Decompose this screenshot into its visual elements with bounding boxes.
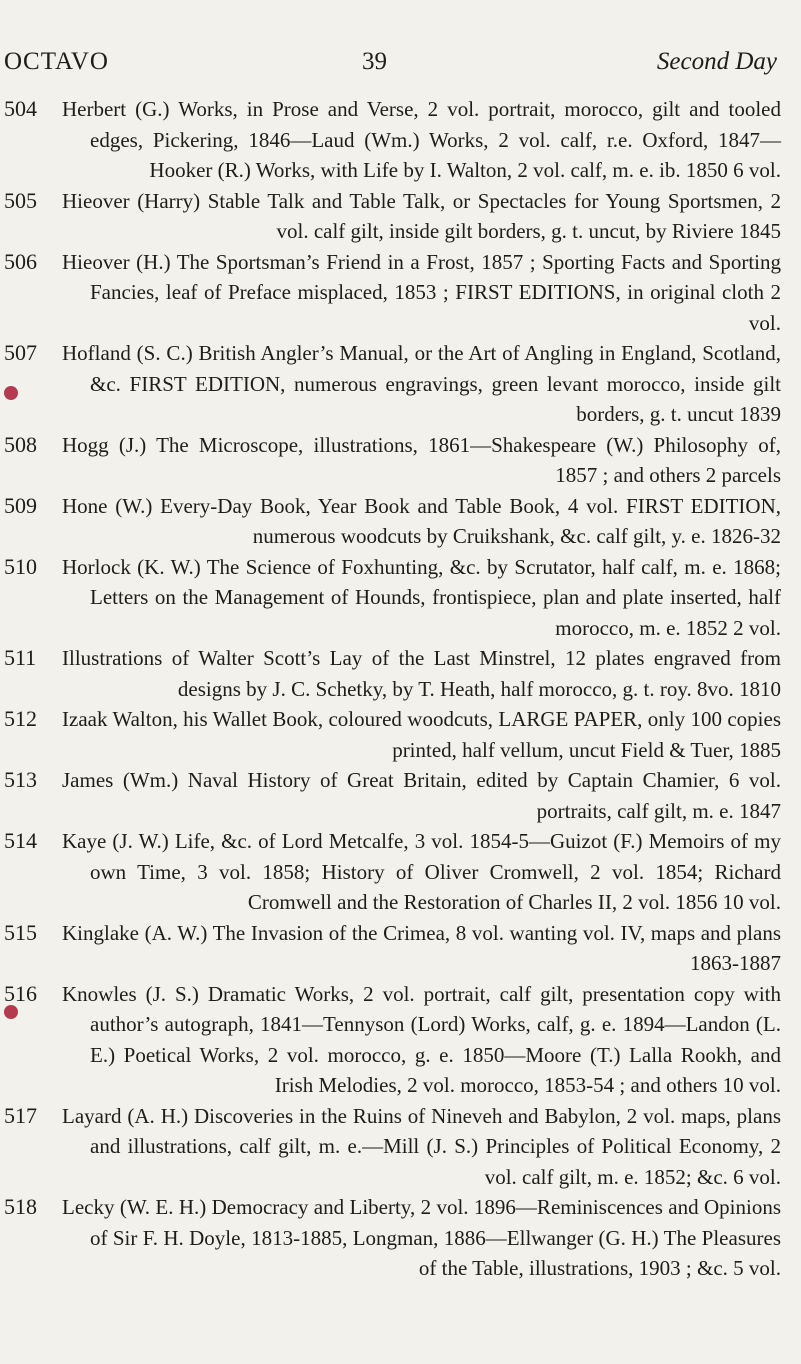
lot-description: Hofland (S. C.) British Angler’s Manual, or the Art of Angling in England, Scotland, &c. FIRST EDITION, numerous engravings, green levant morocco, inside gilt borders, g. t. uncut 1839 — [62, 341, 781, 426]
lot-description: Izaak Walton, his Wallet Book, coloured woodcuts, LARGE PAPER, only 100 copies printed, half vellum, uncut Field & Tuer, 1885 — [62, 707, 781, 762]
lot-entry — [0, 430, 801, 491]
lot-entry — [0, 186, 801, 247]
lot-number: 505 — [4, 187, 37, 213]
lot-entry — [0, 247, 801, 339]
lot-number: 512 — [4, 706, 37, 731]
lot-description: Lecky (W. E. H.) Democracy and Liberty, 2 vol. 1896—Reminiscences and Opinions of Sir F. H. Doyle, 1813-1885, Longman, 1886—Ellwanger (G. H.) The Pleasures of the Table, illustrations, 1903 ; &c. 5 vol. — [62, 1195, 781, 1280]
lot-description: Hieover (H.) The Sportsman’s Friend in a Frost, 1857 ; Sporting Facts and Sporting Fancies, leaf of Preface misplaced, 1853 ; FIRST EDITIONS, in original cloth 2 vol. — [62, 249, 781, 335]
page-header — [0, 48, 801, 88]
lot-description: Hieover (Harry) Stable Talk and Table Talk, or Spectacles for Young Sportsmen, 2 vol. calf gilt, inside gilt borders, g. t. uncut, by Riviere 1845 — [62, 188, 781, 243]
lot-entry — [0, 491, 801, 552]
lot-description: Illustrations of Walter Scott’s Lay of the Last Minstrel, 12 plates engraved from designs by J. C. Schetky, by T. Heath, half morocco, g. t. roy. 8vo. 1810 — [62, 646, 781, 701]
lot-number: 510 — [4, 553, 37, 579]
lot-description: Herbert (G.) Works, in Prose and Verse, 2 vol. portrait, morocco, gilt and tooled edges, Pickering, 1846—Laud (Wm.) Works, 2 vol. calf, r.e. Oxford, 1847—Hooker (R.) Works, with Life by I. Walton, 2 vol. calf, m. e. ib. 1850 6 vol. — [62, 97, 781, 182]
lot-entry — [0, 765, 801, 826]
lot-entry — [0, 94, 801, 186]
lot-number: 504 — [4, 96, 37, 121]
lot-entry — [0, 979, 801, 1101]
lot-number: 508 — [4, 431, 37, 457]
header-format: OCTAVO — [4, 48, 109, 75]
lot-description: Kaye (J. W.) Life, &c. of Lord Metcalfe, 3 vol. 1854-5—Guizot (F.) Memoirs of my own Time, 3 vol. 1858; History of Oliver Cromwell, 2 vol. 1854; Richard Cromwell and the Restoration of Charles II, 2 vol. 1856 10 vol. — [62, 829, 781, 914]
lot-entry — [0, 704, 801, 765]
lot-number: 513 — [4, 767, 37, 792]
lot-number: 506 — [4, 248, 37, 274]
lot-entry — [0, 1192, 801, 1284]
lot-entry — [0, 918, 801, 979]
lot-number: 507 — [4, 340, 37, 365]
lot-entry — [0, 643, 801, 704]
lot-number: 515 — [4, 919, 37, 945]
lot-description: Horlock (K. W.) The Science of Foxhunting, &c. by Scrutator, half calf, m. e. 1868; Letters on the Management of Hounds, frontispiece, plan and plate inserted, half morocco, m. e. 1852 2 vol. — [62, 554, 781, 640]
lot-description: Knowles (J. S.) Dramatic Works, 2 vol. portrait, calf gilt, presentation copy with author’s autograph, 1841—Tennyson (Lord) Works, calf, g. e. 1894—Landon (L. E.) Poetical Works, 2 vol. morocco, g. e. 1850—Moore (T.) Lalla Rookh, and Irish Melodies, 2 vol. morocco, 1853-54 ; and others 10 vol. — [62, 981, 781, 1097]
lot-entry — [0, 826, 801, 918]
lot-number: 516 — [4, 980, 37, 1006]
lot-number: 509 — [4, 492, 37, 518]
lot-description: Kinglake (A. W.) The Invasion of the Crimea, 8 vol. wanting vol. IV, maps and plans 1863-1887 — [62, 920, 781, 975]
header-sale-day: Second Day — [656, 48, 777, 75]
lot-number: 511 — [4, 645, 37, 670]
lot-description: Layard (A. H.) Discoveries in the Ruins of Nineveh and Babylon, 2 vol. maps, plans and illustrations, calf gilt, m. e.—Mill (J. S.) Principles of Political Economy, 2 vol. calf gilt, m. e. 1852; &c. 6 vol. — [62, 1103, 781, 1189]
lot-description: Hone (W.) Every-Day Book, Year Book and Table Book, 4 vol. FIRST EDITION, numerous woodcuts by Cruikshank, &c. calf gilt, y. e. 1826-32 — [62, 493, 781, 548]
catalogue-entries — [0, 94, 801, 1284]
lot-number: 514 — [4, 828, 37, 853]
lot-entry — [0, 1101, 801, 1193]
lot-description: Hogg (J.) The Microscope, illustrations, 1861—Shakespeare (W.) Philosophy of, 1857 ; and others 2 parcels — [62, 432, 781, 487]
lot-entry — [0, 338, 801, 430]
lot-number: 518 — [4, 1194, 37, 1219]
lot-entry — [0, 552, 801, 644]
page-number: 39 — [362, 48, 387, 75]
lot-number: 517 — [4, 1102, 37, 1128]
lot-description: James (Wm.) Naval History of Great Britain, edited by Captain Chamier, 6 vol. portraits, calf gilt, m. e. 1847 — [62, 768, 781, 823]
